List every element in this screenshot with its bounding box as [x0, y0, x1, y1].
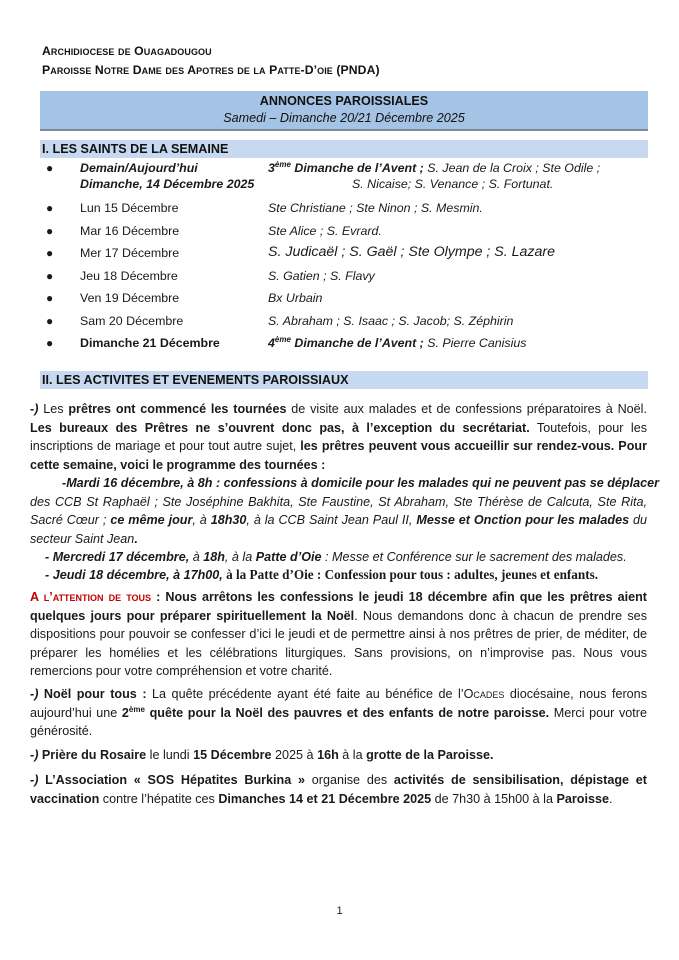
- saint-names: Ste Christiane ; Ste Ninon ; S. Mesmin.: [268, 201, 483, 215]
- section-activities-heading: II. LES ACTIVITES ET EVENEMENTS PAROISSIAUX: [40, 371, 648, 389]
- bullet-icon: ●: [46, 268, 54, 283]
- tour-thursday: - Jeudi 18 décembre, à 17h00, à la Patte d’Oie : Confession pour tous : adultes, jeunes et enfants.: [45, 567, 599, 582]
- saint-row: [40, 290, 650, 313]
- saint-day: Demain/Aujourd’hui Dimanche, 14 Décembre 2025: [80, 161, 255, 191]
- saint-day: Lun 15 Décembre: [80, 201, 179, 215]
- saint-names: S. Abraham ; S. Isaac ; S. Jacob; S. Zéphirin: [268, 313, 514, 328]
- banner-subtitle: Samedi – Dimanche 20/21 Décembre 2025: [223, 111, 465, 125]
- bullet-icon: ●: [46, 246, 54, 260]
- page-number: 1: [336, 905, 343, 917]
- section-saints-heading: I. LES SAINTS DE LA SEMAINE: [40, 140, 648, 158]
- saint-names: S. Gatien ; S. Flavy: [268, 268, 375, 283]
- saint-names: Bx Urbain: [268, 291, 323, 305]
- saint-names: S. Judicaël ; S. Gaël ; Ste Olympe ; S. Lazare: [268, 244, 556, 260]
- archdiocese-heading: Archidiocese de Ouagadougou: [42, 44, 212, 58]
- saint-day: Mar 16 Décembre: [80, 223, 180, 238]
- attention-paragraph: A l’attention de tous : Nous arrêtons les confessions le jeudi 18 décembre afin que les prêtres aient quelques jours pour préparer spirituellement la Noël. Nous demandons donc à chacun de prendre ses dispositions pour pouvoir se confesser d’ici le jeudi et de permettre ainsi à nos prêtres de prier, de méditer, de préparer les homélies et les célébrations liturgiques. Sans provisions, on n’improvise pas. Nous vous remercions pour votre compréhension et votre charité.: [30, 590, 647, 679]
- bullet-icon: ●: [46, 291, 54, 305]
- bullet-icon: ●: [46, 336, 54, 350]
- tour-wednesday: - Mercredi 17 décembre, à 18h, à la Patte d’Oie : Messe et Conférence sur le sacrement des malades.: [45, 550, 627, 564]
- saint-row: [40, 268, 650, 291]
- bullet-icon: ●: [46, 201, 54, 215]
- saint-day: Jeu 18 Décembre: [80, 268, 178, 283]
- saint-names: 3ème Dimanche de l’Avent ; S. Jean de la Croix ; Ste Odile ; S. Nicaise; S. Venance ; S. Fortunat.: [268, 160, 601, 191]
- parish-heading: Paroisse Notre Dame des Apotres de la Patte-D’oie (PNDA): [42, 63, 380, 77]
- saints-list: [40, 160, 650, 358]
- saint-row: [40, 223, 650, 246]
- saint-names: Ste Alice ; S. Evrard.: [268, 223, 382, 238]
- saint-day: Dimanche 21 Décembre: [80, 336, 220, 350]
- saint-row: [40, 335, 650, 358]
- announcements-banner: [40, 91, 648, 131]
- banner-title: ANNONCES PAROISSIALES: [259, 94, 429, 108]
- attention-label: A l’attention de tous: [30, 590, 152, 604]
- noel-pour-tous-paragraph: -) Noël pour tous : La quête précédente ayant été faite au bénéfice de l’Ocades diocésaine, nous ferons aujourd’hui une 2ème quête pour la Noël des pauvres et des enfants de notre paroisse. Merci pour votre générosité.: [30, 687, 647, 739]
- saint-names: 4ème Dimanche de l’Avent ; S. Pierre Canisius: [268, 335, 527, 350]
- saint-row: [40, 200, 650, 223]
- rosary-paragraph: -) Prière du Rosaire le lundi 15 Décembre 2025 à 16h à la grotte de la Paroisse.: [30, 748, 494, 762]
- saint-row: [40, 160, 650, 200]
- saint-day: Mer 17 Décembre: [80, 246, 180, 260]
- priests-tours-paragraph: -) Les prêtres ont commencé les tournées de visite aux malades et de confessions préparatoires à Noël. Les bureaux des Prêtres ne s’ouvrent donc pas, à l’exception du secrétariat. Toutefois, pour les inscriptions de mariage et pour tout autre sujet, les prêtres peuvent vous accueillir sur rendez-vous. Pour cette semaine, voici le programme des tournées :: [30, 402, 648, 472]
- saint-day: Sam 20 Décembre: [80, 313, 184, 328]
- bullet-icon: ●: [46, 313, 54, 328]
- tour-tuesday: -Mardi 16 décembre, à 8h : confessions à domicile pour les malades qui ne peuvent pas se déplacer: [62, 476, 660, 490]
- bullet-icon: ●: [46, 161, 54, 175]
- tour-tuesday-details: des CCB St Raphaël ; Ste Joséphine Bakhita, Ste Faustine, St Abraham, Ste Thérèse de Calcuta, Ste Rita, Sacré Cœur ; ce même jour, à 18h30, à la CCB Saint Jean Paul II, Messe et Onction pour les malades du secteur Saint Jean.: [30, 494, 647, 546]
- saint-row: [40, 245, 650, 268]
- hepatitis-paragraph: -) L’Association « SOS Hépatites Burkina » organise des activités de sensibilisation, dépistage et vaccination contre l’hépatite ces Dimanches 14 et 21 Décembre 2025 de 7h30 à 15h00 à la Paroisse.: [30, 773, 647, 806]
- bullet-icon: ●: [46, 223, 54, 238]
- saint-day: Ven 19 Décembre: [80, 291, 180, 305]
- saint-row: [40, 313, 650, 336]
